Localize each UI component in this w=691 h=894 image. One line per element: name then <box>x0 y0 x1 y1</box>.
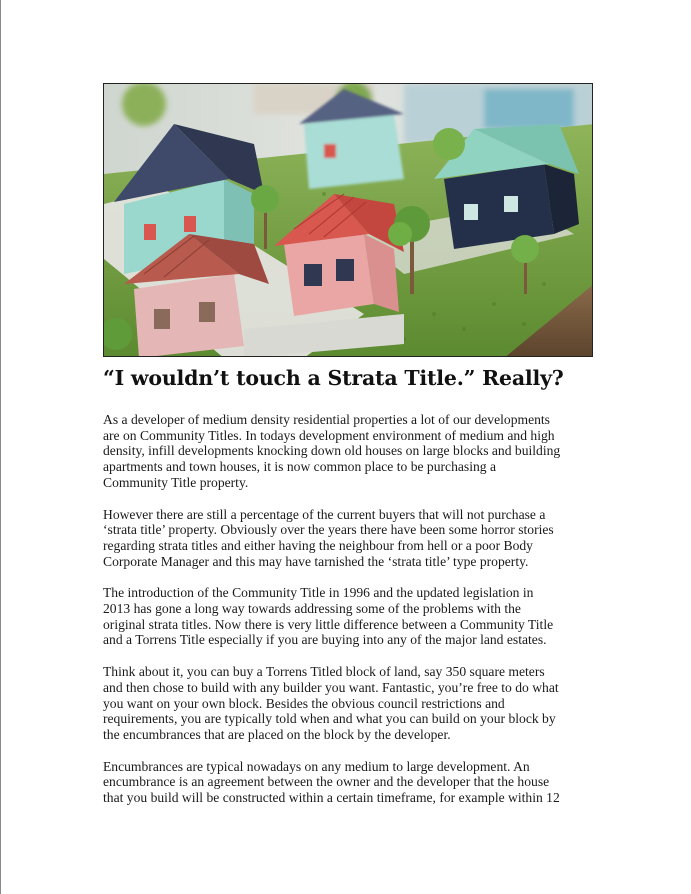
model-houses-illustration <box>104 84 593 357</box>
text-line: 2013 has gone a long way towards addressing some of the problems with the <box>103 601 521 617</box>
text-line: original strata titles. Now there is very little difference between a Community Title <box>103 616 554 632</box>
text-line: apartments and town houses, it is now common place to be purchasing a <box>103 459 496 475</box>
text-line: ‘strata title’ property. Obviously over the years there have been some horror stories <box>103 522 554 538</box>
text-line: you want on your own block. Besides the obvious council restrictions and <box>103 695 505 711</box>
text-line: the encumbrances that are placed on the block by the developer. <box>103 726 451 742</box>
paragraph-2 <box>103 507 591 570</box>
paragraph-4 <box>103 664 591 743</box>
article-body <box>103 412 591 822</box>
text-line: Think about it, you can buy a Torrens Titled block of land, say 350 square meters <box>103 664 545 680</box>
text-line: However there are still a percentage of the current buyers that will not purchase a <box>103 506 546 522</box>
text-line: that you build will be constructed within a certain timeframe, for example within 12 <box>103 790 560 806</box>
article-title: “I wouldn’t touch a Strata Title.” Really? <box>103 366 564 390</box>
text-line: encumbrance is an agreement between the owner and the developer that the house <box>103 774 550 790</box>
text-line: requirements, you are typically told when and what you can build on your block by <box>103 711 556 727</box>
paragraph-5 <box>103 759 591 806</box>
text-line: and a Torrens Title especially if you are buying into any of the major land estates. <box>103 632 547 648</box>
text-line: regarding strata titles and either having the neighbour from hell or a poor Body <box>103 537 533 553</box>
hero-photo <box>103 83 593 357</box>
paragraph-1 <box>103 412 591 491</box>
text-line: Encumbrances are typical nowadays on any medium to large development. An <box>103 758 530 774</box>
paragraph-3 <box>103 585 591 648</box>
text-line: Community Title property. <box>103 474 249 490</box>
text-line: As a developer of medium density residential properties a lot of our developments <box>103 412 550 427</box>
page-left-edge <box>0 0 1 894</box>
text-line: density, infill developments knocking down old houses on large blocks and building <box>103 443 561 459</box>
text-line: Corporate Manager and this may have tarnished the ‘strata title’ type property. <box>103 553 529 569</box>
text-line: are on Community Titles. In todays development environment of medium and high <box>103 427 555 443</box>
text-line: and then chose to build with any builder you want. Fantastic, you’re free to do what <box>103 679 559 695</box>
text-line: The introduction of the Community Title in 1996 and the updated legislation in <box>103 585 534 601</box>
